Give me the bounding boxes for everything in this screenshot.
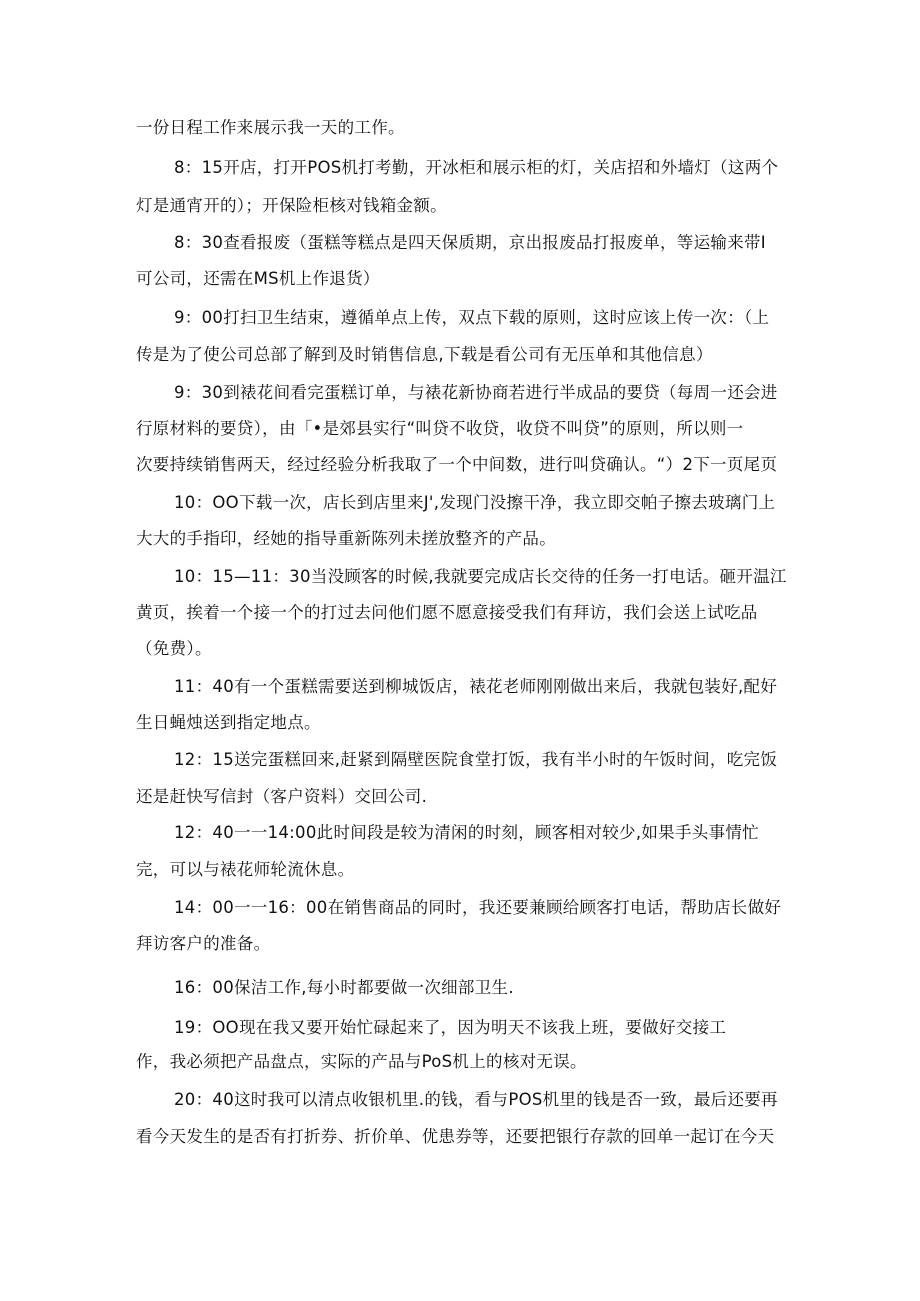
text-line: 看今天发生的是否有打折券、折价单、优患券等，还要把银行存款的回单一起订在今天 xyxy=(136,1127,775,1146)
text-line: 11：40有一个蛋糕需要送到柳城饭店，裱花老师刚刚做出来后，我就包装好,配好 xyxy=(174,677,778,696)
text-line: 灯是通宵开的）；开保险柜核对钱箱金额。 xyxy=(136,196,447,215)
text-line: 19：OO现在我又要开始忙碌起来了，因为明天不该我上班，要做好交接工 xyxy=(174,1018,727,1037)
text-line: 行原材料的要贷），由「•是郊县实行“叫贷不收贷，收贷不叫贷”的原则，所以则一 xyxy=(136,419,744,438)
text-line: 12：40一一14:00此时间段是较为清闲的时刻，顾客相对较少,如果手头事情忙 xyxy=(174,823,759,842)
text-line: 16：00保洁工作,每小时都要做一次细部卫生. xyxy=(174,978,514,997)
text-line: 8：15开店，打开POS机打考勤，开冰柜和展示柜的灯，关店招和外墙灯（这两个 xyxy=(174,158,779,177)
text-line: 传是为了使公司总部了解到及时销售信息,下载是看公司有无压单和其他信息） xyxy=(136,345,713,364)
text-line: 9：30到裱花间看完蛋糕订单，与裱花新协商若进行半成品的要贷（每周一还会进 xyxy=(174,383,778,402)
intro-line: 一份日程工作来展示我一天的工作。 xyxy=(136,118,405,137)
text-line: 次要持续销售两天，经过经验分析我取了一个中间数，进行叫贷确认。“）2下一页尾页 xyxy=(136,455,778,474)
text-line: 还是赶快写信封（客户资料）交回公司. xyxy=(136,787,428,806)
text-line: 黄页，挨着一个接一个的打过去问他们愿不愿意接受我们有拜访，我们会送上试吃品 xyxy=(136,603,758,622)
text-line: 9：00打扫卫生结束，遵循单点上传，双点下载的原则，这时应该上传一次：（上 xyxy=(174,308,770,327)
text-line: 大大的手指印，经她的指导重新陈列未搓放整齐的产品。 xyxy=(136,529,556,548)
text-line: 12：15送完蛋糕回来,赶紧到隔壁医院食堂打饭，我有半小时的午饭时间，吃完饭 xyxy=(174,750,778,769)
text-line: 20：40这时我可以清点收银机里.的钱，看与POS机里的钱是否一致，最后还要再 xyxy=(174,1090,778,1109)
text-line: 10：OO下载一次，店长到店里来J',发现门没擦干净，我立即交帕子擦去玻璃门上 xyxy=(174,493,776,512)
text-line: 作，我必须把产品盘点，实际的产品与PoS机上的核对无误。 xyxy=(136,1052,587,1071)
text-line: 10：15—11：30当没顾客的时候,我就要完成店长交待的任务一打电话。砸开温江 xyxy=(174,567,787,586)
text-line: 8：30查看报废（蛋糕等糕点是四天保质期，京出报废品打报废单，等运输来带I xyxy=(174,233,766,252)
text-line: 可公司，还需在MS机上作退货） xyxy=(136,269,380,288)
text-line: 14：00一一16：00在销售商品的同时，我还要兼顾给顾客打电话，帮助店长做好 xyxy=(174,898,782,917)
text-line: 完，可以与裱花师轮流休息。 xyxy=(136,860,355,879)
text-line: （免费）。 xyxy=(136,639,212,658)
text-line: 生日蝇烛送到指定地点。 xyxy=(136,713,321,732)
text-line: 拜访客户的准备。 xyxy=(136,934,271,953)
